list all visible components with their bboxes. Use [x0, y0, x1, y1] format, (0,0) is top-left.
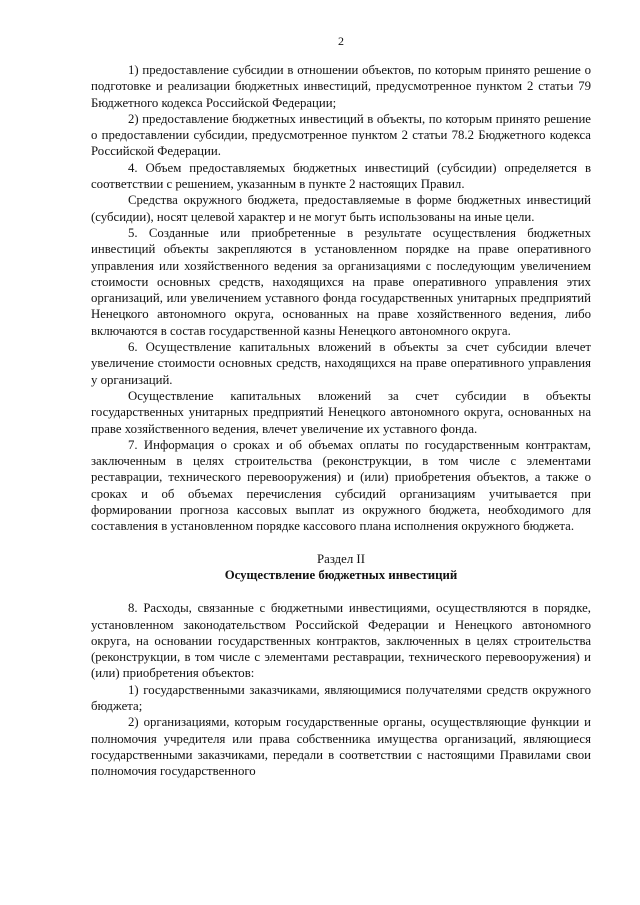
paragraph-state-customers: 1) государственными заказчиками, являющимися получателями средств окружного бюджета;	[91, 682, 591, 713]
paragraph-item-6: 6. Осуществление капитальных вложений в объекты за счет субсидии влечет увеличение стоимости основных средств, находящихся на праве оперативного управления у организаций.	[91, 340, 591, 387]
paragraph-item-4: 4. Объем предоставляемых бюджетных инвестиций (субсидии) определяется в соответствии с решением, указанным в пункте 2 настоящих Правил.	[91, 160, 591, 192]
document-page	[91, 34, 591, 779]
paragraph-item-7: 7. Информация о сроках и об объемах оплаты по государственным контрактам, заключенным в целях строительства (реконструкции, в том числе с элементами реставрации, технического перевооружения) и (или) приобретения объектов, а также о сроках и об объемах перечисления субсидий организациям учитывается при формировании прогноза кассовых выплат из окружного бюджета, необходимого для составления в установленном порядке кассового плана исполнения окружного бюджета.	[91, 437, 591, 534]
page-number: 2	[338, 34, 344, 48]
paragraph-subsidy-objects: 1) предоставление субсидии в отношении объектов, по которым принято решение о подготовке и реализации бюджетных инвестиций, предусмотренное пунктом 2 статьи 79 Бюджетного кодекса Российской Федерации;	[91, 63, 591, 110]
paragraph-budget-investments-objects: 2) предоставление бюджетных инвестиций в объекты, по которым принято решение о предоставлении субсидии, предусмотренное пунктом 2 статьи 78.2 Бюджетного кодекса Российской Федерации.	[91, 111, 591, 159]
paragraph-capital-investments: Осуществление капитальных вложений за счет субсидии в объекты государственных унитарных предприятий Ненецкого автономного округа, основанных на праве хозяйственного ведения, влечет увеличение их уставного фонда.	[91, 388, 591, 436]
section-label: Раздел II	[317, 551, 365, 566]
paragraph-item-5: 5. Созданные или приобретенные в результате осуществления бюджетных инвестиций объекты закрепляются в установленном порядке на праве оперативного управления или хозяйственного ведения за организациями с последующим увеличением стоимости основных средств, находящихся на праве оперативного управления этих организаций, или увеличением уставного фонда государственных унитарных предприятий Ненецкого автономного округа, основанных на праве хозяйственного ведения, либо включаются в состав государственной казны Ненецкого автономного округа.	[91, 225, 591, 338]
paragraph-organizations: 2) организациями, которым государственные органы, осуществляющие функции и полномочия учредителя или права собственника имущества организаций, являющиеся государственными заказчиками, передали в соответствии с настоящими Правилами свои полномочия государственного	[91, 715, 591, 779]
paragraph-item-8: 8. Расходы, связанные с бюджетными инвестициями, осуществляются в порядке, установленном законодательством Российской Федерации и Ненецкого автономного округа, на основании государственных контрактов, заключенных в целях строительства (реконструкции, в том числе с элементами реставрации, технического перевооружения) и (или) приобретения объектов:	[91, 601, 591, 681]
section-title: Осуществление бюджетных инвестиций	[224, 567, 458, 582]
paragraph-targeted-funds: Средства окружного бюджета, предоставляемые в форме бюджетных инвестиций (субсидии), носят целевой характер и не могут быть использованы на иные цели.	[91, 193, 591, 224]
